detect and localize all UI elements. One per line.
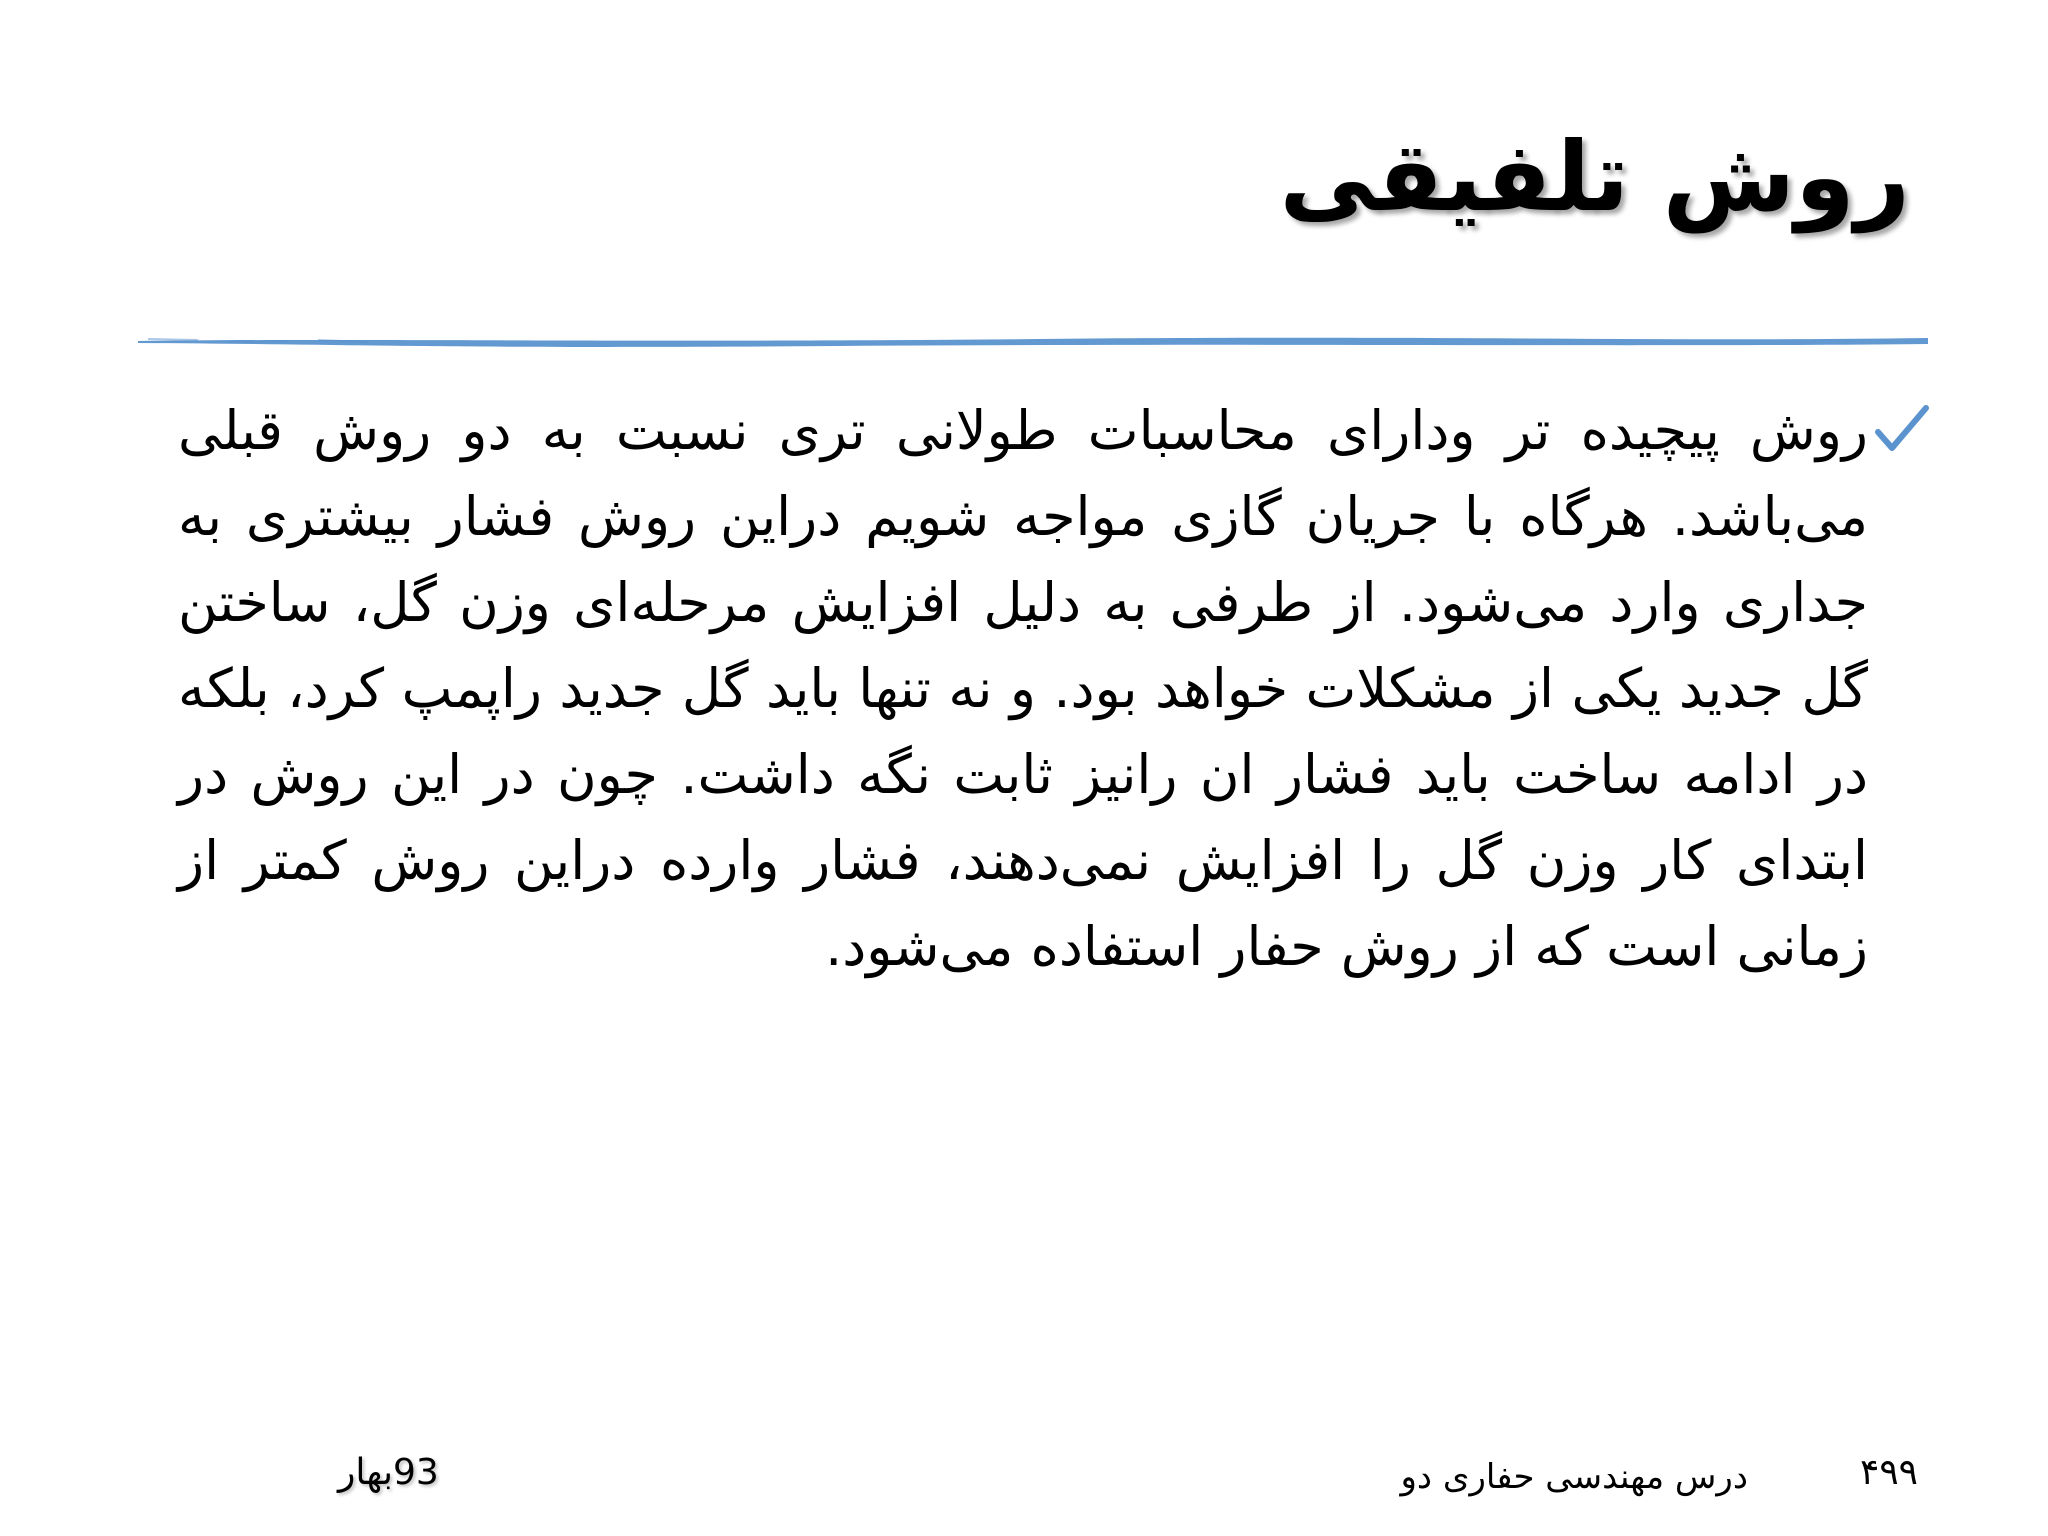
title-divider [138, 330, 1928, 352]
body-paragraph: روش پیچیده تر ودارای محاسبات طولانی تری نسبت به دو روش قبلی می‌باشد. هرگاه با جریان گازی مواجه شویم دراین روش فشار بیشتری به جداری وارد می‌شود. از طرفی به دلیل افزایش مرحله‌ای وزن گل، ساختن گل جدید یکی از مشکلات خواهد بود. و نه تنها باید گل جدید راپمپ کرد، بلکه در ادامه ساخت باید فشار ان رانیز ثابت نگه داشت. چون در این روش در ابتدای کار وزن گل را افزایش نمی‌دهند، فشار وارده دراین روش کمتر از زمانی است که از روش حفار استفاده می‌شود. [178, 399, 1868, 978]
footer-semester: 93بهار [338, 1452, 439, 1493]
slide-number: ۴۹۹ [1859, 1452, 1918, 1493]
slide-title: روش تلفیقی [1279, 121, 1910, 233]
check-icon [1874, 404, 1930, 454]
footer-course-title: درس مهندسی حفاری دو [1400, 1457, 1748, 1497]
